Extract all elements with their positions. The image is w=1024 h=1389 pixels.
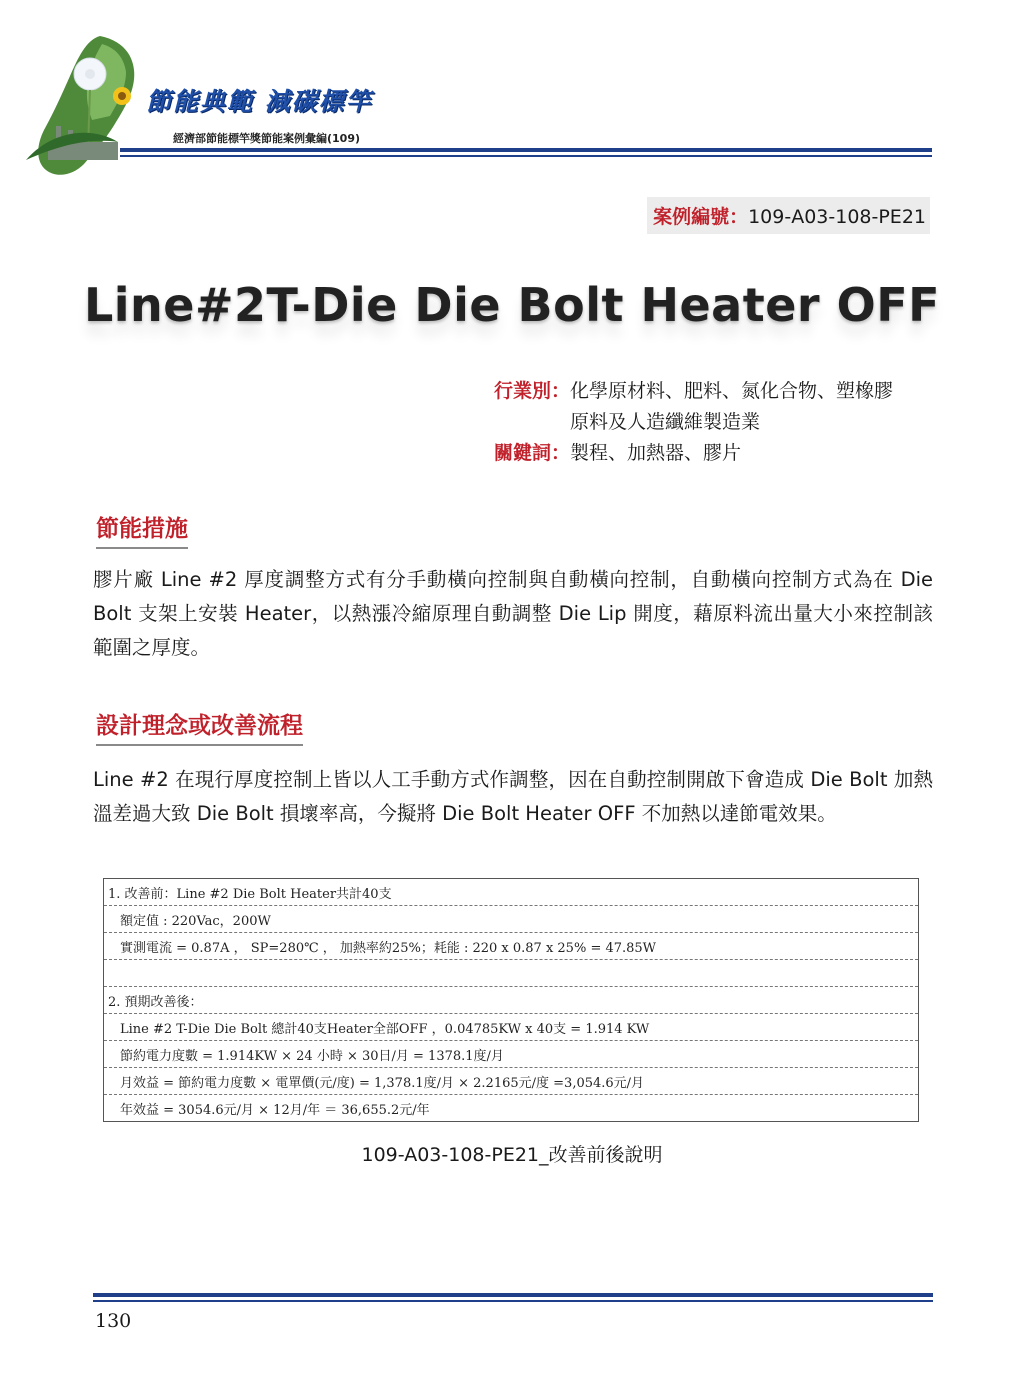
table-caption: 109-A03-108-PE21_改善前後說明 [361, 1144, 663, 1166]
table-cell: Line #2 T-Die Die Bolt 總計40支Heater全部OFF ，0.04785KW x 40支 = 1.914 KW [104, 1014, 919, 1041]
table-cell [104, 960, 919, 987]
table-cell: 節約電力度數 = 1.914KW × 24 小時 × 30日/月 = 1378.1度/月 [104, 1041, 919, 1068]
table-cell: 月效益 = 節約電力度數 × 電單價(元/度) = 1,378.1度/月 × 2.2165元/度 =3,054.6元/月 [104, 1068, 919, 1095]
table-row [104, 906, 919, 933]
case-number-label: 案例編號： [653, 206, 749, 228]
header-rule [120, 148, 932, 152]
table-row [104, 879, 919, 906]
keywords-label: 關鍵詞： [494, 442, 571, 464]
section-body-design: Line #2 在現行厚度控制上皆以人工手動方式作調整，因在自動控制開啟下會造成 Die Bolt 加熱溫差過大致 Die Bolt 損壞率高，今擬將 Die Bolt Heater OFF 不加熱以達節電效果。 [93, 768, 933, 825]
table-cell: 2. 預期改善後： [104, 987, 919, 1014]
page-number: 130 [95, 1310, 132, 1332]
savings-calculation-table [103, 878, 919, 1122]
footer-rule-thin [93, 1300, 933, 1302]
case-number-value: 109-A03-108-PE21 [748, 206, 926, 228]
table-cell: 實測電流 = 0.87A ， SP=280℃ ， 加熱率約25%；耗能 : 220 x 0.87 x 25% = 47.85W [104, 933, 919, 960]
section-heading-design: 設計理念或改善流程 [96, 707, 303, 746]
table-cell: 年效益 = 3054.6元/月 × 12月/年 ＝ 36,655.2元/年 [120, 1102, 430, 1118]
brand-subtitle: 經濟部節能標竿獎節能案例彙編(109) [173, 132, 361, 145]
page-title: Line#2T-Die Die Bolt Heater OFF [83, 278, 941, 332]
footer-rule [93, 1293, 933, 1297]
table-cell: 1. 改善前：Line #2 Die Bolt Heater共計40支 [104, 879, 919, 906]
section-heading-measures: 節能措施 [96, 510, 188, 549]
table-row [104, 960, 919, 987]
industry-label: 行業別： [494, 380, 571, 402]
table-row [104, 933, 919, 960]
header-rule-thin [120, 155, 932, 157]
table-row [104, 1095, 919, 1122]
table-row [104, 987, 919, 1014]
table-row [104, 1068, 919, 1095]
case-meta [494, 376, 910, 469]
table-row [104, 1014, 919, 1041]
brand-title: 節能典範 減碳標竿 [146, 87, 373, 116]
industry-value: 化學原材料、肥料、氮化合物、塑橡膠原料及人造纖維製造業 [570, 380, 894, 433]
case-number-box [647, 197, 930, 234]
keywords-value: 製程、加熱器、膠片 [570, 442, 742, 464]
section-body-measures: 膠片廠 Line #2 厚度調整方式有分手動橫向控制與自動橫向控制，自動橫向控制方式為在 Die Bolt 支架上安裝 Heater，以熱漲冷縮原理自動調整 Die Lip 開度，藉原料流出量大小來控制該範圍之厚度。 [93, 568, 933, 659]
table-cell: 額定值 : 220Vac，200W [104, 906, 919, 933]
keywords-row [494, 438, 910, 469]
table-row [104, 1041, 919, 1068]
industry-row [494, 376, 910, 438]
